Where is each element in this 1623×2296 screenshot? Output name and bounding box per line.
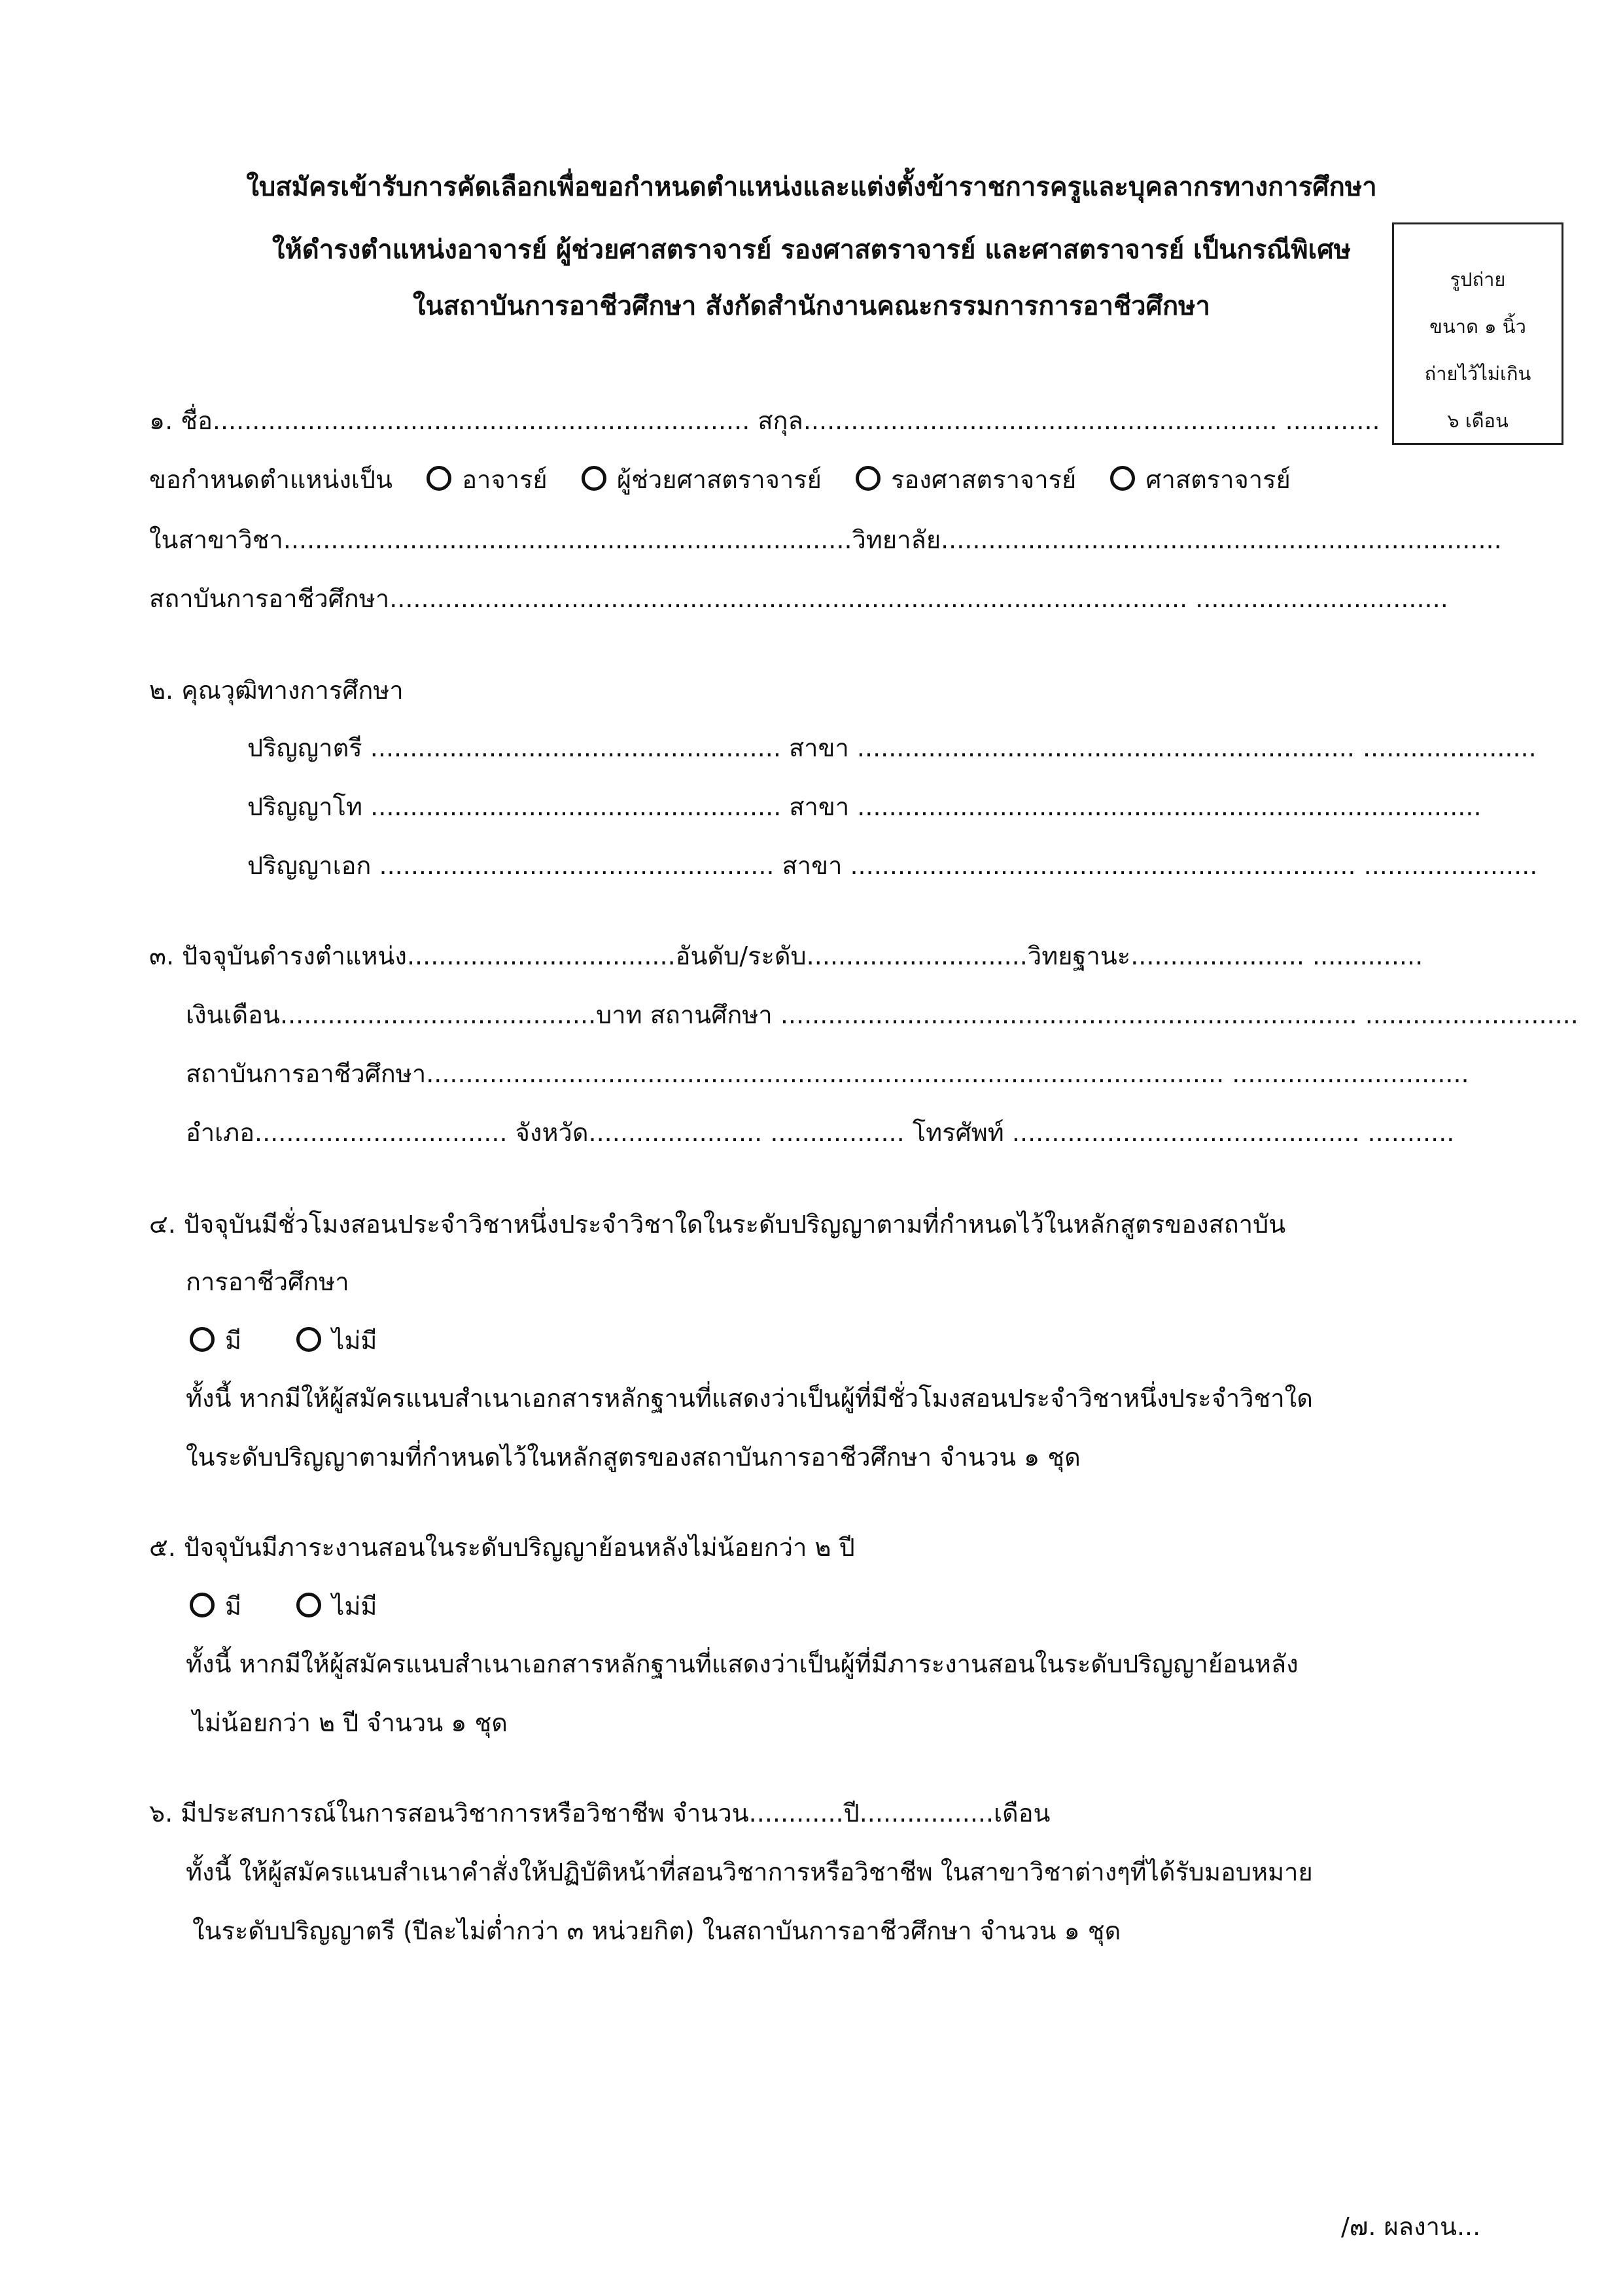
- radio-circle-icon[interactable]: [190, 1593, 215, 1617]
- teaching-hours-options: [190, 1324, 377, 1357]
- option-yes[interactable]: มี: [190, 1326, 241, 1355]
- district-province-phone-field[interactable]: อำเภอ................................ จังหวัด...................... ................. โทรศัพท์ ............................................ ...........: [186, 1118, 1455, 1147]
- teaching-experience-field[interactable]: ๖. มีประสบการณ์ในการสอนวิชาการหรือวิชาชีพ จำนวน............ปี.................เดือน: [149, 1799, 1051, 1828]
- radio-circle-icon[interactable]: [856, 466, 881, 491]
- bachelor-degree-field[interactable]: ปริญญาตรี .................................................... สาขา ............................................................... ......................: [247, 733, 1537, 762]
- teaching-hours-question: ๔. ปัจจุบันมีชั่วโมงสอนประจำวิชาหนึ่งประจำวิชาใดในระดับปริญญาตามที่กำหนดไว้ในหลักสูตรของสถาบัน: [149, 1210, 1286, 1239]
- option-assistant-professor[interactable]: ผู้ช่วยศาสตราจารย์: [582, 465, 822, 494]
- teaching-load-question: ๕. ปัจจุบันมีภาระงานสอนในระดับปริญญาย้อนหลังไม่น้อยกว่า ๒ ปี: [149, 1533, 855, 1562]
- name-surname-field[interactable]: ๑. ชื่อ.................................................................... สกุล............................................................ ............: [149, 406, 1380, 435]
- teaching-load-note-2: ไม่น้อยกว่า ๒ ปี จำนวน ๑ ชุด: [192, 1708, 508, 1737]
- photo-box-line-4: ๖ เดือน: [1447, 410, 1509, 432]
- teaching-hours-note-1: ทั้งนี้ หากมีให้ผู้สมัครแนบสำเนาเอกสารหลักฐานที่แสดงว่าเป็นผู้ที่มีชั่วโมงสอนประจำวิชาหนึ่งประจำวิชาใด: [186, 1384, 1313, 1413]
- option-no[interactable]: ไม่มี: [296, 1326, 377, 1355]
- current-position-field[interactable]: ๓. ปัจจุบันดำรงตำแหน่ง..................................อันดับ/ระดับ............................วิทยฐานะ...................... ..............: [149, 942, 1423, 970]
- photo-box-line-3: ถ่ายไว้ไม่เกิน: [1424, 362, 1531, 385]
- option-lecturer[interactable]: อาจารย์: [427, 465, 547, 494]
- master-degree-field[interactable]: ปริญญาโท .................................................... สาขา ...............................................................................: [247, 792, 1482, 821]
- radio-circle-icon[interactable]: [296, 1593, 321, 1617]
- teaching-load-note-1: ทั้งนี้ หากมีให้ผู้สมัครแนบสำเนาเอกสารหลักฐานที่แสดงว่าเป็นผู้ที่มีภาระงานสอนในระดับปริญญาย้อนหลัง: [186, 1650, 1299, 1678]
- education-heading: ๒. คุณวุฒิทางการศึกษา: [149, 676, 404, 705]
- institute-field[interactable]: สถาบันการอาชีวศึกษา..................................................................................................... ................................: [149, 584, 1448, 613]
- option-yes[interactable]: มี: [190, 1592, 241, 1621]
- form-title-line-2: ให้ดำรงตำแหน่งอาจารย์ ผู้ช่วยศาสตราจารย์ รองศาสตราจารย์ และศาสตราจารย์ เป็นกรณีพิเศษ: [271, 235, 1352, 265]
- salary-workplace-field[interactable]: เงินเดือน........................................บาท สถานศึกษา ......................................................................... ...........................: [186, 1000, 1579, 1029]
- current-institute-field[interactable]: สถาบันการอาชีวศึกษา..................................................................................................... ..............................: [186, 1059, 1469, 1088]
- photo-box-line-1: รูปถ่าย: [1450, 268, 1506, 291]
- radio-circle-icon[interactable]: [427, 466, 451, 491]
- teaching-hours-question-cont: การอาชีวศึกษา: [186, 1267, 349, 1296]
- radio-circle-icon[interactable]: [582, 466, 606, 491]
- radio-circle-icon[interactable]: [1110, 466, 1135, 491]
- teaching-hours-note-2: ในระดับปริญญาตามที่กำหนดไว้ในหลักสูตรของสถาบันการอาชีวศึกษา จำนวน ๑ ชุด: [186, 1443, 1081, 1472]
- form-title-line-3: ในสถาบันการอาชีวศึกษา สังกัดสำนักงานคณะกรรมการการอาชีวศึกษา: [412, 291, 1210, 321]
- field-college-field[interactable]: ในสาขาวิชา........................................................................วิทยาลัย.......................................................................: [149, 525, 1502, 554]
- option-no[interactable]: ไม่มี: [296, 1592, 377, 1621]
- photo-box[interactable]: [1392, 222, 1563, 445]
- continue-next-page: /๗. ผลงาน...: [1341, 2212, 1481, 2241]
- teaching-load-options: [190, 1590, 377, 1623]
- radio-circle-icon[interactable]: [190, 1327, 215, 1352]
- radio-circle-icon[interactable]: [296, 1327, 321, 1352]
- position-request-label: ขอกำหนดตำแหน่งเป็น: [149, 465, 393, 494]
- position-request-row: [149, 463, 1291, 496]
- teaching-experience-note-1: ทั้งนี้ ให้ผู้สมัครแนบสำเนาคำสั่งให้ปฏิบัติหน้าที่สอนวิชาการหรือวิชาชีพ ในสาขาวิชาต่างๆที่ได้รับมอบหมาย: [186, 1858, 1313, 1886]
- photo-box-line-2: ขนาด ๑ นิ้ว: [1429, 315, 1526, 338]
- option-associate-professor[interactable]: รองศาสตราจารย์: [856, 465, 1076, 494]
- teaching-experience-note-2: ในระดับปริญญาตรี (ปีละไม่ต่ำกว่า ๓ หน่วยกิต) ในสถาบันการอาชีวศึกษา จำนวน ๑ ชุด: [192, 1916, 1121, 1945]
- form-title-line-1: ใบสมัครเข้ารับการคัดเลือกเพื่อขอกำหนดตำแหน่งและแต่งตั้งข้าราชการครูและบุคลากรทางการศึกษา: [246, 172, 1377, 202]
- option-professor[interactable]: ศาสตราจารย์: [1110, 465, 1290, 494]
- doctoral-degree-field[interactable]: ปริญญาเอก .................................................. สาขา ................................................................ ......................: [247, 851, 1538, 880]
